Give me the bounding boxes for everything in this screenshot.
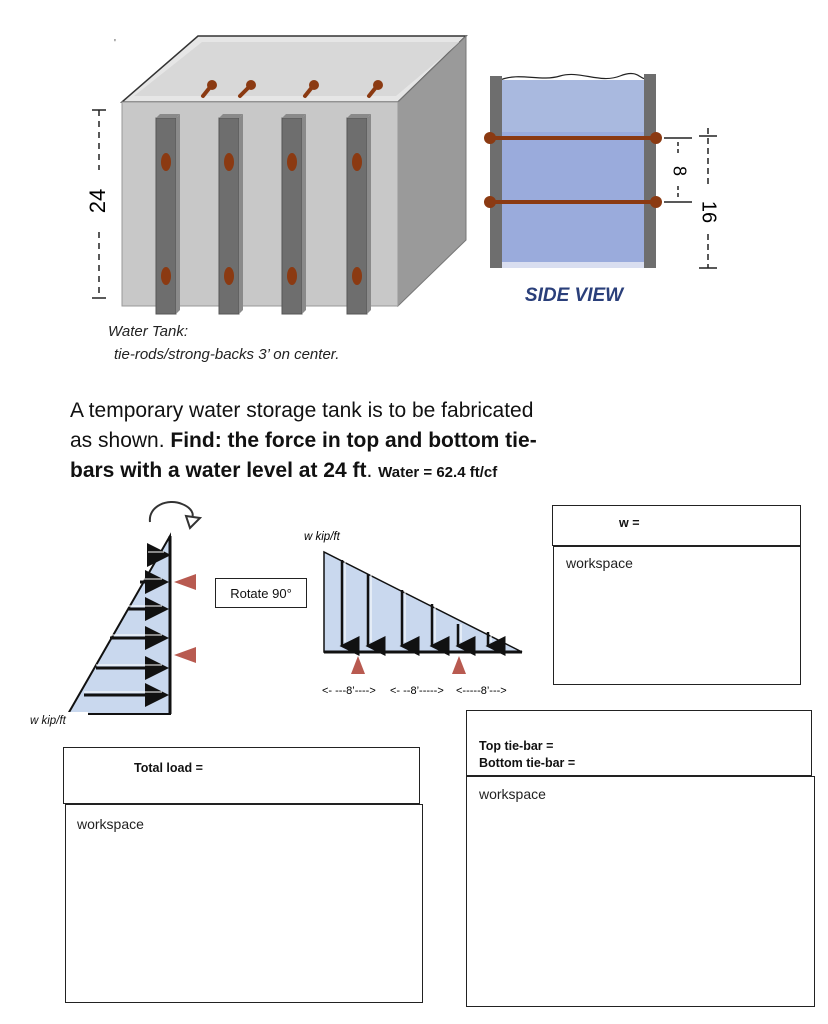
w-answer-box[interactable] bbox=[552, 505, 801, 546]
rotate-90-text: Rotate 90° bbox=[230, 585, 292, 601]
caption-line-2: tie-rods/strong-backs 3’ on center. bbox=[114, 346, 340, 363]
problem-line-3-bold: bars with a water level at 24 ft bbox=[70, 459, 367, 482]
side-wall-left bbox=[490, 76, 502, 268]
problem-line-2-plain: as shown. bbox=[70, 429, 171, 452]
total-load-answer-box[interactable] bbox=[63, 747, 420, 804]
triangular-load bbox=[68, 536, 170, 714]
problem-line-1: A temporary water storage tank is to be fabricated bbox=[70, 399, 534, 422]
vertical-load-diagram bbox=[0, 495, 220, 735]
side-wall-right bbox=[644, 74, 656, 268]
beam-supports bbox=[351, 656, 466, 674]
top-tie-bar-label: Top tie-bar = bbox=[479, 739, 554, 753]
bottom-tie-bar-label: Bottom tie-bar = bbox=[479, 756, 576, 770]
problem-statement bbox=[70, 396, 630, 488]
side-dim-inner: 8 bbox=[669, 165, 690, 177]
side-view-figure bbox=[470, 60, 730, 320]
workspace-label: workspace bbox=[77, 816, 144, 832]
span-label-2: <- --8’-----> bbox=[390, 685, 444, 697]
rotate-90-label bbox=[215, 578, 307, 608]
w-workspace[interactable] bbox=[553, 546, 801, 685]
caption-line-1: Water Tank: bbox=[108, 323, 189, 340]
w-label-left: w kip/ft bbox=[30, 715, 66, 727]
total-load-workspace[interactable] bbox=[65, 804, 423, 1003]
span-label-3: <-----8’---> bbox=[456, 685, 507, 697]
beam-load-diagram bbox=[304, 531, 540, 705]
side-view-title: SIDE VIEW bbox=[524, 285, 624, 306]
problem-line-3-dot: . bbox=[366, 459, 379, 482]
workspace-label: workspace bbox=[566, 555, 633, 571]
tie-bar-supports bbox=[174, 574, 196, 663]
tie-bar-answer-box[interactable] bbox=[466, 710, 812, 776]
problem-line-2-bold: Find: the force in top and bottom tie- bbox=[170, 429, 537, 452]
tie-bar-workspace[interactable] bbox=[466, 776, 815, 1007]
side-dim-outer: 16 bbox=[697, 200, 720, 224]
w-label-beam: w kip/ft bbox=[304, 531, 340, 543]
water-unit-weight: Water = 62.4 ft/cf bbox=[378, 464, 498, 481]
total-load-label: Total load = bbox=[134, 761, 203, 775]
span-label-1: <- ---8’----> bbox=[322, 685, 376, 697]
tank-caption bbox=[108, 320, 339, 366]
svg-text:': ' bbox=[114, 38, 116, 49]
w-answer-label: w = bbox=[619, 516, 640, 530]
water-tank-figure bbox=[0, 0, 480, 320]
beam-triangular-load bbox=[324, 552, 522, 652]
workspace-label: workspace bbox=[479, 786, 546, 802]
height-label: 24 bbox=[84, 188, 110, 214]
